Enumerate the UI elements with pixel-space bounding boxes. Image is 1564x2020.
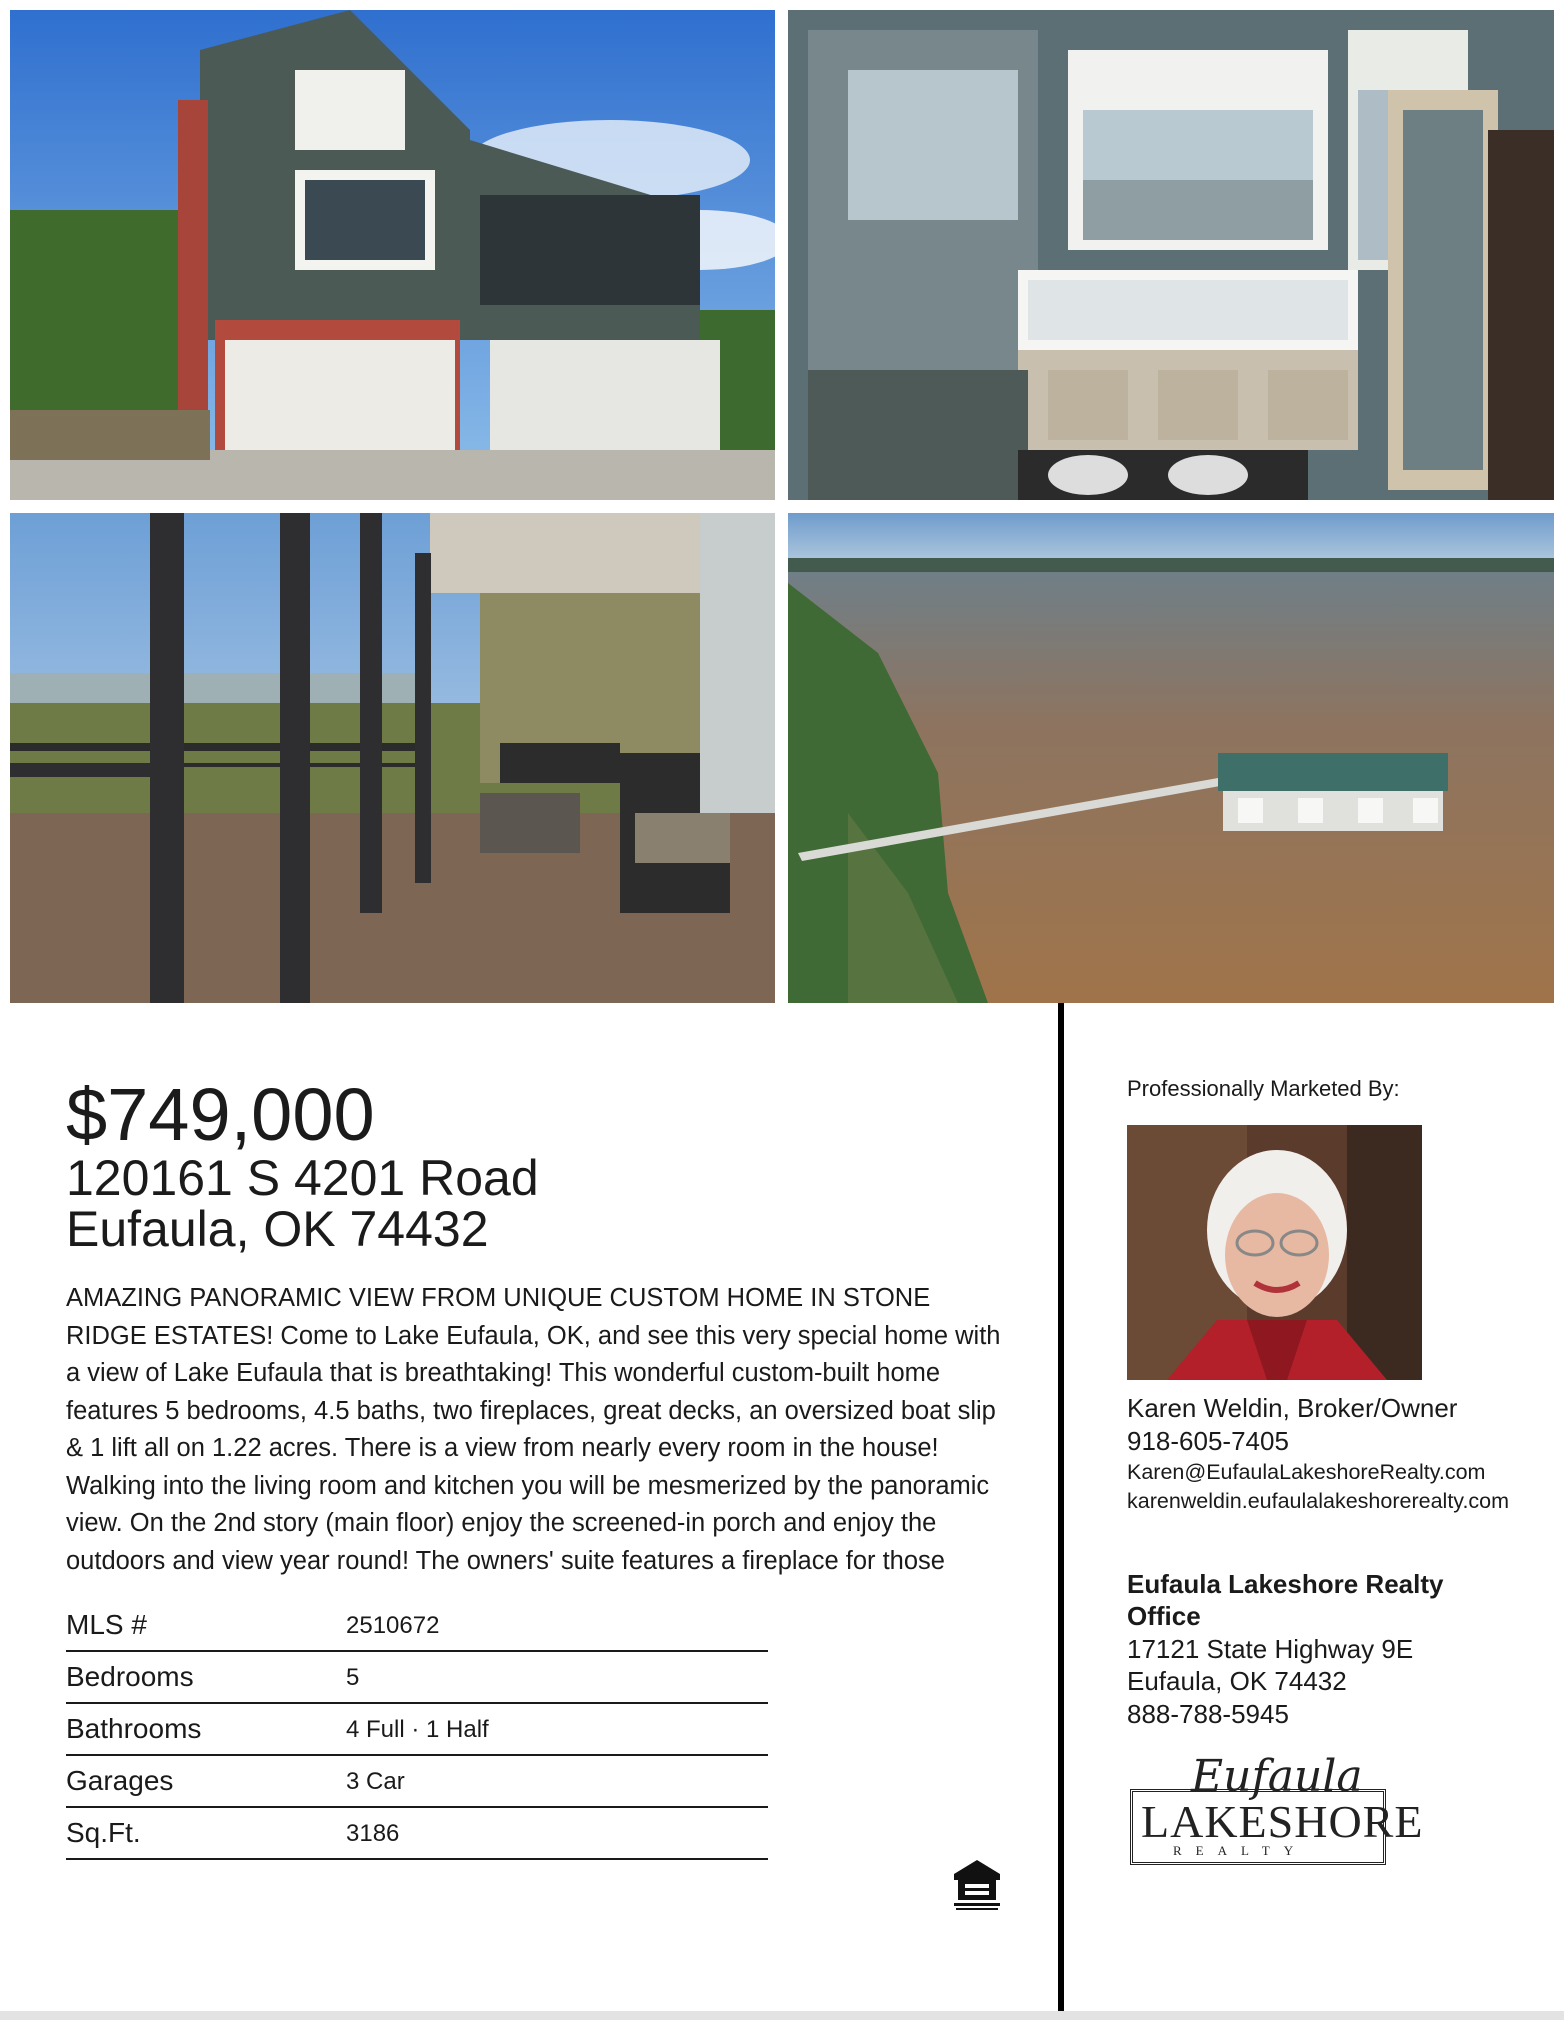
fact-value: 3186 xyxy=(346,1820,400,1847)
fact-label: Sq.Ft. xyxy=(66,1817,141,1848)
vertical-divider xyxy=(1058,1003,1064,2011)
fact-row-garages xyxy=(66,1756,768,1808)
office-address-city: Eufaula, OK 74432 xyxy=(1127,1666,1347,1696)
office-address-street: 17121 State Highway 9E xyxy=(1127,1634,1414,1664)
fact-label: Garages xyxy=(66,1765,174,1796)
fact-row-bedrooms xyxy=(66,1652,768,1704)
fact-row-bathrooms xyxy=(66,1704,768,1756)
page-bottom-strip xyxy=(0,2011,1564,2020)
office-name: Eufaula Lakeshore Realty Office xyxy=(1127,1569,1444,1631)
address-street: 120161 S 4201 Road xyxy=(66,1150,539,1206)
photo-screened-porch xyxy=(10,513,775,1003)
agent-photo xyxy=(1127,1125,1422,1380)
fact-value: 5 xyxy=(346,1664,360,1691)
fact-value: 3 Car xyxy=(346,1768,405,1795)
fact-value: 2510672 xyxy=(346,1612,440,1639)
logo-main-text: LAKESHORE xyxy=(1141,1796,1424,1847)
fact-row-sqft xyxy=(66,1808,768,1860)
fact-row-mls xyxy=(66,1600,768,1652)
agent-email-link[interactable]: Karen@EufaulaLakeshoreRealty.com xyxy=(1127,1460,1486,1484)
listing-description: AMAZING PANORAMIC VIEW FROM UNIQUE CUSTOM HOME IN STONE RIDGE ESTATES! Come to Lake Eufaula, OK, and see this very special home with a view of Lake Eufaula that is breathtaking! This wonderful custom-built home features 5 bedrooms, 4.5 baths, two fireplaces, great decks, an oversized boat slip & 1 lift all on 1.22 acres. There is a view from nearly every room in the house! Walking into the living room and kitchen you will be mesmerized by the panoramic view. On the 2nd story (main floor) enjoy the screened-in porch and enjoy the outdoors and view year round! The owners' suite features a fireplace for those xyxy=(66,1284,1001,1575)
equal-housing-opportunity-icon xyxy=(952,1858,1002,1912)
agent-name: Karen Weldin, Broker/Owner xyxy=(1127,1393,1458,1423)
listing-price: $749,000 xyxy=(66,1073,375,1156)
photo-aerial-boat-dock xyxy=(788,513,1554,1003)
photo-house-exterior xyxy=(10,10,775,500)
address-city: Eufaula, OK 74432 xyxy=(66,1201,489,1257)
logo-script-text: Eufaula xyxy=(1191,1751,1363,1802)
logo-sub-text: REALTY xyxy=(1173,1843,1308,1858)
agent-phone[interactable]: 918-605-7405 xyxy=(1127,1426,1289,1456)
fact-label: MLS # xyxy=(66,1609,147,1640)
photo-master-bath xyxy=(788,10,1554,500)
agent-website-link[interactable]: karenweldin.eufaulalakeshorerealty.com xyxy=(1127,1489,1510,1513)
property-facts-table xyxy=(66,1600,768,1860)
fact-label: Bedrooms xyxy=(66,1661,194,1692)
fact-label: Bathrooms xyxy=(66,1713,202,1744)
office-phone[interactable]: 888-788-5945 xyxy=(1127,1699,1289,1729)
marketed-by-label: Professionally Marketed By: xyxy=(1127,1076,1400,1101)
fact-value: 4 Full · 1 Half xyxy=(346,1716,489,1743)
brokerage-logo xyxy=(1127,1751,1424,1867)
